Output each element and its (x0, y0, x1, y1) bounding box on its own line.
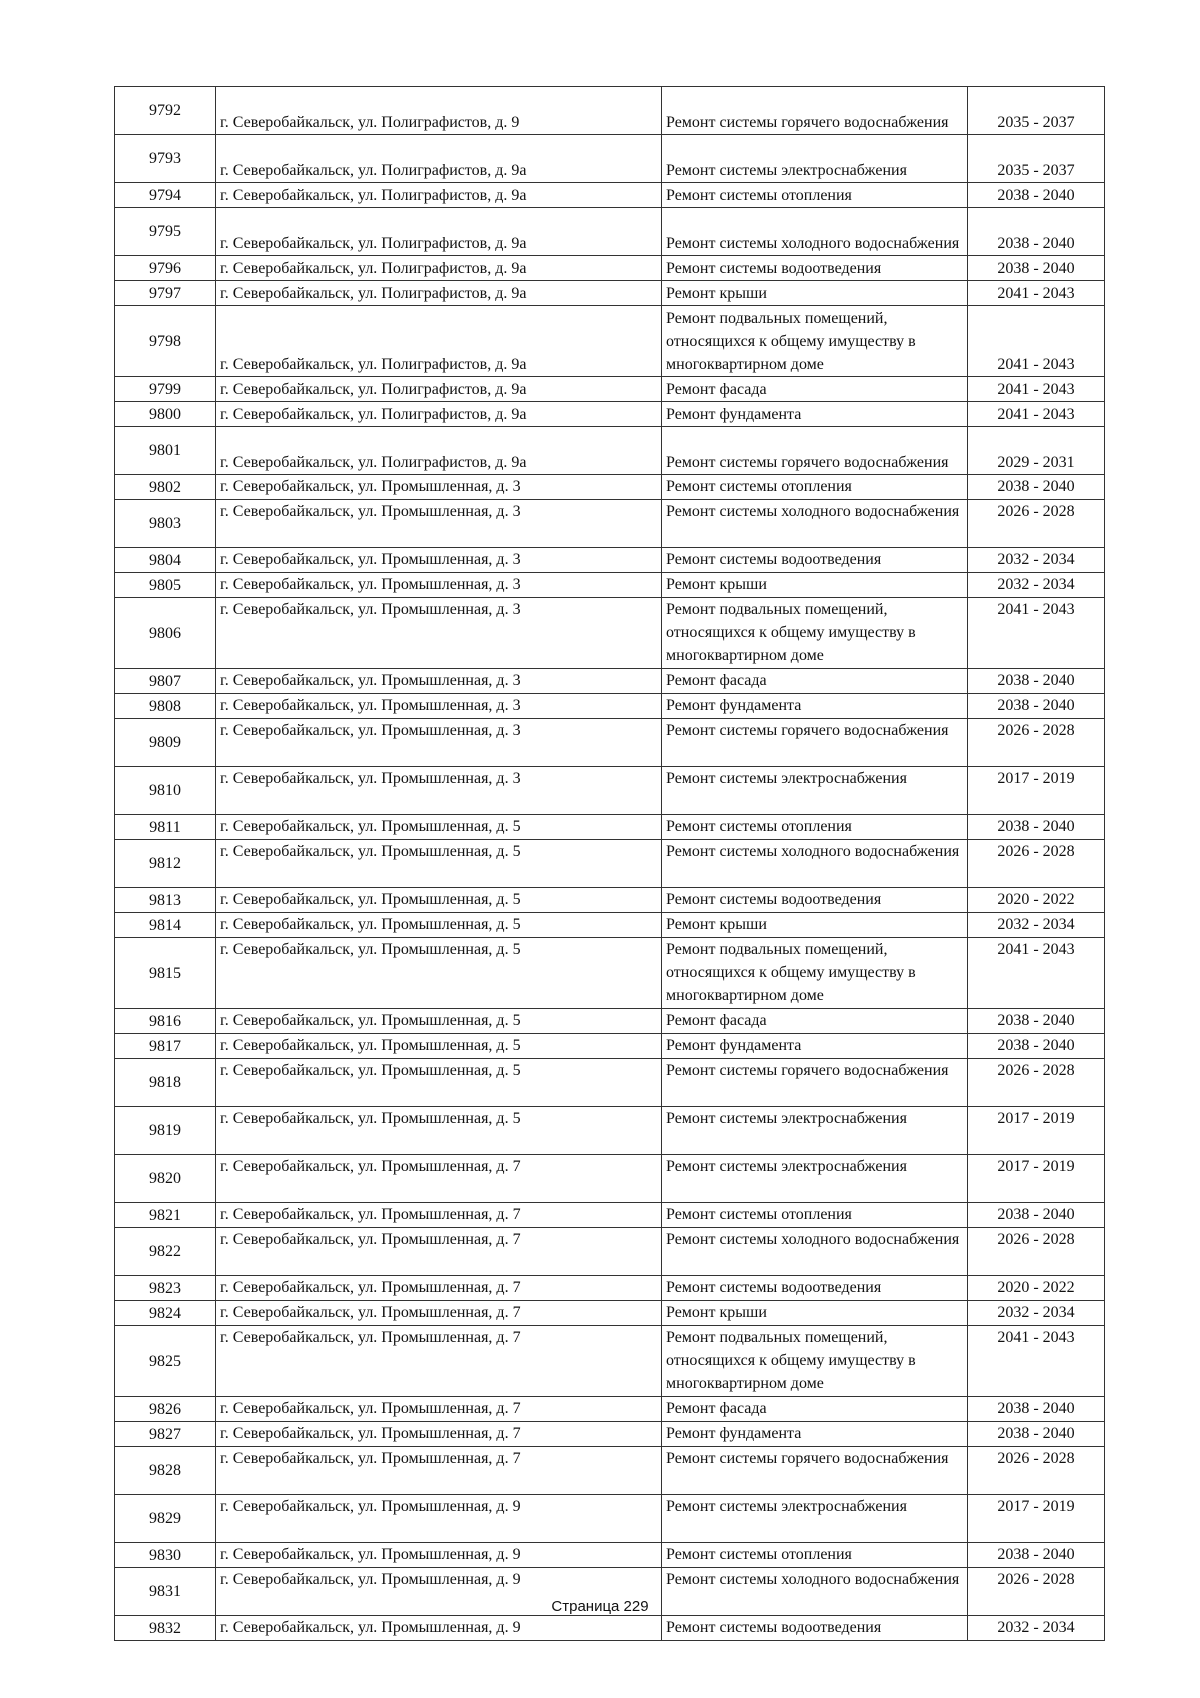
address-cell: г. Северобайкальск, ул. Полиграфистов, д. 9а (216, 183, 662, 208)
table-row (115, 306, 1105, 377)
address-cell: г. Северобайкальск, ул. Промышленная, д. 7 (216, 1447, 662, 1495)
row-number: 9801 (115, 427, 216, 475)
row-number: 9798 (115, 306, 216, 377)
work-type-cell: Ремонт системы горячего водоснабжения (662, 1059, 968, 1107)
row-number: 9811 (115, 815, 216, 840)
table-row (115, 840, 1105, 888)
table-row (115, 938, 1105, 1009)
row-number: 9804 (115, 548, 216, 573)
address-cell: г. Северобайкальск, ул. Полиграфистов, д. 9а (216, 256, 662, 281)
row-number: 9795 (115, 208, 216, 256)
period-cell: 2026 - 2028 (968, 719, 1105, 767)
table-row (115, 1059, 1105, 1107)
address-cell: г. Северобайкальск, ул. Промышленная, д. 7 (216, 1228, 662, 1276)
period-cell: 2038 - 2040 (968, 1543, 1105, 1568)
row-number: 9827 (115, 1422, 216, 1447)
row-number: 9821 (115, 1203, 216, 1228)
table-row (115, 475, 1105, 500)
work-type-cell: Ремонт системы электроснабжения (662, 1155, 968, 1203)
period-cell: 2020 - 2022 (968, 1276, 1105, 1301)
period-cell: 2041 - 2043 (968, 306, 1105, 377)
table-row (115, 1276, 1105, 1301)
table-row (115, 1616, 1105, 1641)
row-number: 9812 (115, 840, 216, 888)
address-cell: г. Северобайкальск, ул. Промышленная, д. 3 (216, 598, 662, 669)
period-cell: 2038 - 2040 (968, 475, 1105, 500)
work-type-cell: Ремонт фасада (662, 1009, 968, 1034)
period-cell: 2038 - 2040 (968, 694, 1105, 719)
table-row (115, 1397, 1105, 1422)
address-cell: г. Северобайкальск, ул. Полиграфистов, д. 9а (216, 402, 662, 427)
address-cell: г. Северобайкальск, ул. Промышленная, д. 5 (216, 1034, 662, 1059)
period-cell: 2041 - 2043 (968, 1326, 1105, 1397)
row-number: 9810 (115, 767, 216, 815)
address-cell: г. Северобайкальск, ул. Промышленная, д. 3 (216, 500, 662, 548)
row-number: 9799 (115, 377, 216, 402)
row-number: 9808 (115, 694, 216, 719)
table-row (115, 598, 1105, 669)
address-cell: г. Северобайкальск, ул. Полиграфистов, д. 9а (216, 135, 662, 183)
table-row (115, 208, 1105, 256)
work-type-cell: Ремонт системы горячего водоснабжения (662, 1447, 968, 1495)
row-number: 9815 (115, 938, 216, 1009)
row-number: 9800 (115, 402, 216, 427)
table-row (115, 573, 1105, 598)
period-cell: 2026 - 2028 (968, 1447, 1105, 1495)
work-type-cell: Ремонт системы водоотведения (662, 888, 968, 913)
table-row (115, 1447, 1105, 1495)
page-number: Страница 229 (551, 1598, 649, 1615)
address-cell: г. Северобайкальск, ул. Промышленная, д. 3 (216, 694, 662, 719)
row-number: 9814 (115, 913, 216, 938)
period-cell: 2038 - 2040 (968, 1397, 1105, 1422)
row-number: 9832 (115, 1616, 216, 1641)
work-type-cell: Ремонт подвальных помещений, относящихся к общему имуществу в многоквартирном доме (662, 1326, 968, 1397)
work-type-cell: Ремонт системы электроснабжения (662, 1495, 968, 1543)
row-number: 9819 (115, 1107, 216, 1155)
period-cell: 2038 - 2040 (968, 256, 1105, 281)
work-type-cell: Ремонт подвальных помещений, относящихся к общему имуществу в многоквартирном доме (662, 938, 968, 1009)
table-row (115, 1326, 1105, 1397)
row-number: 9806 (115, 598, 216, 669)
period-cell: 2041 - 2043 (968, 402, 1105, 427)
work-type-cell: Ремонт системы отопления (662, 1203, 968, 1228)
period-cell: 2026 - 2028 (968, 1228, 1105, 1276)
row-number: 9825 (115, 1326, 216, 1397)
work-type-cell: Ремонт системы водоотведения (662, 548, 968, 573)
table-row (115, 913, 1105, 938)
table-row (115, 815, 1105, 840)
row-number: 9817 (115, 1034, 216, 1059)
address-cell: г. Северобайкальск, ул. Промышленная, д. 7 (216, 1422, 662, 1447)
row-number: 9829 (115, 1495, 216, 1543)
row-number: 9823 (115, 1276, 216, 1301)
work-type-cell: Ремонт системы холодного водоснабжения (662, 840, 968, 888)
period-cell: 2041 - 2043 (968, 598, 1105, 669)
address-cell: г. Северобайкальск, ул. Полиграфистов, д. 9а (216, 208, 662, 256)
work-type-cell: Ремонт системы электроснабжения (662, 135, 968, 183)
table-row (115, 256, 1105, 281)
row-number: 9816 (115, 1009, 216, 1034)
address-cell: г. Северобайкальск, ул. Промышленная, д. 7 (216, 1276, 662, 1301)
table-row (115, 1495, 1105, 1543)
period-cell: 2032 - 2034 (968, 1301, 1105, 1326)
address-cell: г. Северобайкальск, ул. Промышленная, д. 7 (216, 1397, 662, 1422)
table-body (115, 87, 1105, 1641)
period-cell: 2017 - 2019 (968, 1495, 1105, 1543)
row-number: 9797 (115, 281, 216, 306)
work-type-cell: Ремонт подвальных помещений, относящихся к общему имуществу в многоквартирном доме (662, 598, 968, 669)
work-type-cell: Ремонт системы электроснабжения (662, 767, 968, 815)
address-cell: г. Северобайкальск, ул. Промышленная, д. 5 (216, 1107, 662, 1155)
period-cell: 2038 - 2040 (968, 1203, 1105, 1228)
row-number: 9794 (115, 183, 216, 208)
row-number: 9828 (115, 1447, 216, 1495)
address-cell: г. Северобайкальск, ул. Полиграфистов, д. 9а (216, 306, 662, 377)
table-row (115, 500, 1105, 548)
work-type-cell: Ремонт фундамента (662, 1034, 968, 1059)
period-cell: 2041 - 2043 (968, 377, 1105, 402)
period-cell: 2041 - 2043 (968, 281, 1105, 306)
work-type-cell: Ремонт системы водоотведения (662, 256, 968, 281)
table-row (115, 694, 1105, 719)
work-type-cell: Ремонт фундамента (662, 1422, 968, 1447)
row-number: 9830 (115, 1543, 216, 1568)
repair-schedule-table (114, 86, 1105, 1641)
period-cell: 2038 - 2040 (968, 183, 1105, 208)
table-row (115, 1543, 1105, 1568)
address-cell: г. Северобайкальск, ул. Промышленная, д. 5 (216, 888, 662, 913)
work-type-cell: Ремонт системы холодного водоснабжения (662, 208, 968, 256)
work-type-cell: Ремонт подвальных помещений, относящихся к общему имуществу в многоквартирном доме (662, 306, 968, 377)
table-row (115, 1155, 1105, 1203)
work-type-cell: Ремонт системы отопления (662, 183, 968, 208)
address-cell: г. Северобайкальск, ул. Промышленная, д. 5 (216, 1059, 662, 1107)
period-cell: 2026 - 2028 (968, 500, 1105, 548)
table-row (115, 1228, 1105, 1276)
table-row (115, 767, 1105, 815)
work-type-cell: Ремонт системы холодного водоснабжения (662, 500, 968, 548)
period-cell: 2038 - 2040 (968, 1009, 1105, 1034)
row-number: 9824 (115, 1301, 216, 1326)
work-type-cell: Ремонт системы холодного водоснабжения (662, 1228, 968, 1276)
period-cell: 2017 - 2019 (968, 1155, 1105, 1203)
address-cell: г. Северобайкальск, ул. Промышленная, д. 7 (216, 1326, 662, 1397)
address-cell: г. Северобайкальск, ул. Промышленная, д. 9 (216, 1495, 662, 1543)
period-cell: 2017 - 2019 (968, 1107, 1105, 1155)
row-number: 9831 (115, 1568, 216, 1616)
address-cell: г. Северобайкальск, ул. Промышленная, д. 5 (216, 913, 662, 938)
table-row (115, 669, 1105, 694)
address-cell: г. Северобайкальск, ул. Промышленная, д. 7 (216, 1155, 662, 1203)
row-number: 9826 (115, 1397, 216, 1422)
address-cell: г. Северобайкальск, ул. Промышленная, д. 5 (216, 938, 662, 1009)
period-cell: 2035 - 2037 (968, 87, 1105, 135)
work-type-cell: Ремонт системы отопления (662, 815, 968, 840)
table-row (115, 719, 1105, 767)
address-cell: г. Северобайкальск, ул. Промышленная, д. 3 (216, 719, 662, 767)
table-row (115, 1422, 1105, 1447)
table-row (115, 888, 1105, 913)
period-cell: 2035 - 2037 (968, 135, 1105, 183)
address-cell: г. Северобайкальск, ул. Промышленная, д. 5 (216, 840, 662, 888)
table-row (115, 281, 1105, 306)
period-cell: 2038 - 2040 (968, 1422, 1105, 1447)
work-type-cell: Ремонт крыши (662, 913, 968, 938)
address-cell: г. Северобайкальск, ул. Промышленная, д. 3 (216, 475, 662, 500)
period-cell: 2032 - 2034 (968, 1616, 1105, 1641)
row-number: 9809 (115, 719, 216, 767)
address-cell: г. Северобайкальск, ул. Полиграфистов, д. 9а (216, 427, 662, 475)
row-number: 9802 (115, 475, 216, 500)
work-type-cell: Ремонт системы отопления (662, 1543, 968, 1568)
address-cell: г. Северобайкальск, ул. Промышленная, д. 9 (216, 1616, 662, 1641)
work-type-cell: Ремонт крыши (662, 1301, 968, 1326)
period-cell: 2026 - 2028 (968, 1568, 1105, 1616)
row-number: 9793 (115, 135, 216, 183)
work-type-cell: Ремонт фасада (662, 669, 968, 694)
work-type-cell: Ремонт системы горячего водоснабжения (662, 87, 968, 135)
address-cell: г. Северобайкальск, ул. Полиграфистов, д. 9а (216, 377, 662, 402)
table-row (115, 87, 1105, 135)
period-cell: 2029 - 2031 (968, 427, 1105, 475)
period-cell: 2032 - 2034 (968, 913, 1105, 938)
period-cell: 2041 - 2043 (968, 938, 1105, 1009)
address-cell: г. Северобайкальск, ул. Промышленная, д. 3 (216, 573, 662, 598)
address-cell: г. Северобайкальск, ул. Промышленная, д. 9 (216, 1543, 662, 1568)
period-cell: 2038 - 2040 (968, 815, 1105, 840)
row-number: 9803 (115, 500, 216, 548)
address-cell: г. Северобайкальск, ул. Полиграфистов, д. 9а (216, 281, 662, 306)
row-number: 9820 (115, 1155, 216, 1203)
table-row (115, 548, 1105, 573)
period-cell: 2026 - 2028 (968, 1059, 1105, 1107)
work-type-cell: Ремонт фасада (662, 377, 968, 402)
period-cell: 2038 - 2040 (968, 669, 1105, 694)
row-number: 9807 (115, 669, 216, 694)
work-type-cell: Ремонт системы холодного водоснабжения (662, 1568, 968, 1616)
address-cell: г. Северобайкальск, ул. Промышленная, д. 5 (216, 1009, 662, 1034)
address-cell: г. Северобайкальск, ул. Промышленная, д. 7 (216, 1301, 662, 1326)
row-number: 9822 (115, 1228, 216, 1276)
row-number: 9813 (115, 888, 216, 913)
table-row (115, 427, 1105, 475)
row-number: 9818 (115, 1059, 216, 1107)
address-cell: г. Северобайкальск, ул. Промышленная, д. 7 (216, 1203, 662, 1228)
table-row (115, 183, 1105, 208)
work-type-cell: Ремонт системы водоотведения (662, 1276, 968, 1301)
work-type-cell: Ремонт системы горячего водоснабжения (662, 427, 968, 475)
period-cell: 2026 - 2028 (968, 840, 1105, 888)
table-row (115, 1009, 1105, 1034)
work-type-cell: Ремонт системы горячего водоснабжения (662, 719, 968, 767)
period-cell: 2032 - 2034 (968, 548, 1105, 573)
work-type-cell: Ремонт крыши (662, 281, 968, 306)
table-row (115, 377, 1105, 402)
work-type-cell: Ремонт системы водоотведения (662, 1616, 968, 1641)
address-cell: г. Северобайкальск, ул. Промышленная, д. 9 (216, 1568, 662, 1616)
address-cell: г. Северобайкальск, ул. Промышленная, д. 3 (216, 767, 662, 815)
period-cell: 2032 - 2034 (968, 573, 1105, 598)
row-number: 9792 (115, 87, 216, 135)
address-cell: г. Северобайкальск, ул. Промышленная, д. 5 (216, 815, 662, 840)
work-type-cell: Ремонт системы электроснабжения (662, 1107, 968, 1155)
period-cell: 2038 - 2040 (968, 208, 1105, 256)
table-row (115, 1034, 1105, 1059)
table-row (115, 1107, 1105, 1155)
address-cell: г. Северобайкальск, ул. Промышленная, д. 3 (216, 548, 662, 573)
period-cell: 2020 - 2022 (968, 888, 1105, 913)
table-row (115, 1301, 1105, 1326)
address-cell: г. Северобайкальск, ул. Полиграфистов, д. 9 (216, 87, 662, 135)
work-type-cell: Ремонт крыши (662, 573, 968, 598)
work-type-cell: Ремонт системы отопления (662, 475, 968, 500)
address-cell: г. Северобайкальск, ул. Промышленная, д. 3 (216, 669, 662, 694)
work-type-cell: Ремонт фундамента (662, 694, 968, 719)
row-number: 9805 (115, 573, 216, 598)
work-type-cell: Ремонт фасада (662, 1397, 968, 1422)
work-type-cell: Ремонт фундамента (662, 402, 968, 427)
table-row (115, 402, 1105, 427)
row-number: 9796 (115, 256, 216, 281)
period-cell: 2038 - 2040 (968, 1034, 1105, 1059)
period-cell: 2017 - 2019 (968, 767, 1105, 815)
table-row (115, 1203, 1105, 1228)
table-row (115, 135, 1105, 183)
